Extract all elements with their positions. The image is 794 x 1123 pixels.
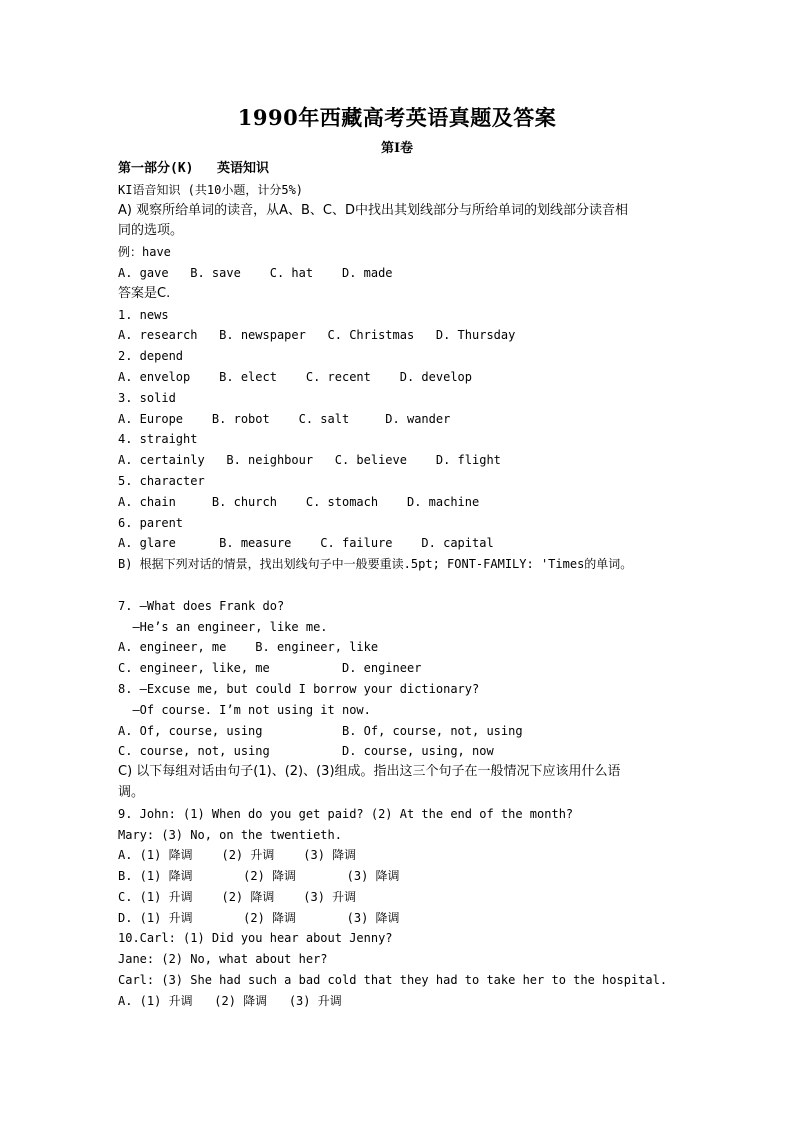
text-line: 8. —Excuse me, but could I borrow your dictionary? <box>118 681 480 696</box>
text-line: A. glare B. measure C. failure D. capital <box>118 536 494 551</box>
text-line: 1. news <box>118 307 169 322</box>
text-line: Jane: (2) No, what about her? <box>118 952 328 967</box>
text-line: A. Of, course, using B. Of, course, not, using <box>118 723 523 738</box>
section-heading: 第Ⅰ卷 <box>380 141 414 156</box>
text-line: A) 观察所给单词的读音，从A、B、C、D中找出其划线部分与所给单词的划线部分读音相 <box>118 202 628 218</box>
text-line: Mary: (3) No, on the twentieth. <box>118 827 342 842</box>
text-line: 6. parent <box>118 515 184 530</box>
text-line: 调。 <box>118 784 145 800</box>
text-line: 3. solid <box>118 390 176 405</box>
text-line: 例：have <box>118 245 171 260</box>
text-line: A. engineer, me B. engineer, like <box>118 640 379 655</box>
text-line: —Of course. I’m not using it now. <box>118 702 371 717</box>
text-line: A. Europe B. robot C. salt D. wander <box>118 411 451 426</box>
text-line: C. (1) 升调 (2) 降调 (3) 升调 <box>118 889 357 904</box>
text-line: B) 根据下列对话的情景，找出划线句子中一般要重读.5pt; FONT-FAMILY: 'Times的单词。 <box>118 557 633 572</box>
text-line: A. envelop B. elect C. recent D. develop <box>118 369 473 384</box>
text-line: 9. John: (1) When do you get paid? (2) At the end of the month? <box>118 806 574 821</box>
text-line: A. gave B. save C. hat D. made <box>118 265 393 280</box>
text-line <box>118 575 718 596</box>
text-line: D. (1) 升调 (2) 降调 (3) 降调 <box>118 910 400 925</box>
text-line: A. certainly B. neighbour C. believe D. flight <box>118 453 501 468</box>
text-line: 7. —What does Frank do? <box>118 598 285 613</box>
text-line: 2. depend <box>118 349 184 364</box>
text-line: 4. straight <box>118 432 198 447</box>
text-line: 第一部分(K) 英语知识 <box>118 161 269 176</box>
text-line: Carl: (3) She had such a bad cold that they had to take her to the hospital. <box>118 973 668 988</box>
text-line: A. chain B. church C. stomach D. machine <box>118 494 480 509</box>
text-line: A. research B. newspaper C. Christmas D. Thursday <box>118 328 516 343</box>
text-line: —He’s an engineer, like me. <box>118 619 328 634</box>
document-title: 1990年西藏高考英语真题及答案 <box>237 105 557 130</box>
text-line: C. engineer, like, me D. engineer <box>118 661 422 676</box>
text-line: A. (1) 升调 (2) 降调 (3) 升调 <box>118 993 342 1008</box>
text-line: C. course, not, using D. course, using, now <box>118 744 494 759</box>
text-line: B. (1) 降调 (2) 降调 (3) 降调 <box>118 869 400 884</box>
text-line: A. (1) 降调 (2) 升调 (3) 降调 <box>118 848 357 863</box>
text-line: KI语音知识 (共10小题，计分5%) <box>118 182 304 197</box>
text-line: 5. character <box>118 473 205 488</box>
text-line: 10.Carl: (1) Did you hear about Jenny? <box>118 931 393 946</box>
text-line: 同的选项。 <box>118 223 184 239</box>
text-line: C) 以下每组对话由句子(1)、(2)、(3)组成。指出这三个句子在一般情况下应该用什么语 <box>118 764 621 780</box>
document-body <box>118 159 718 1012</box>
text-line: 答案是C. <box>118 285 171 301</box>
